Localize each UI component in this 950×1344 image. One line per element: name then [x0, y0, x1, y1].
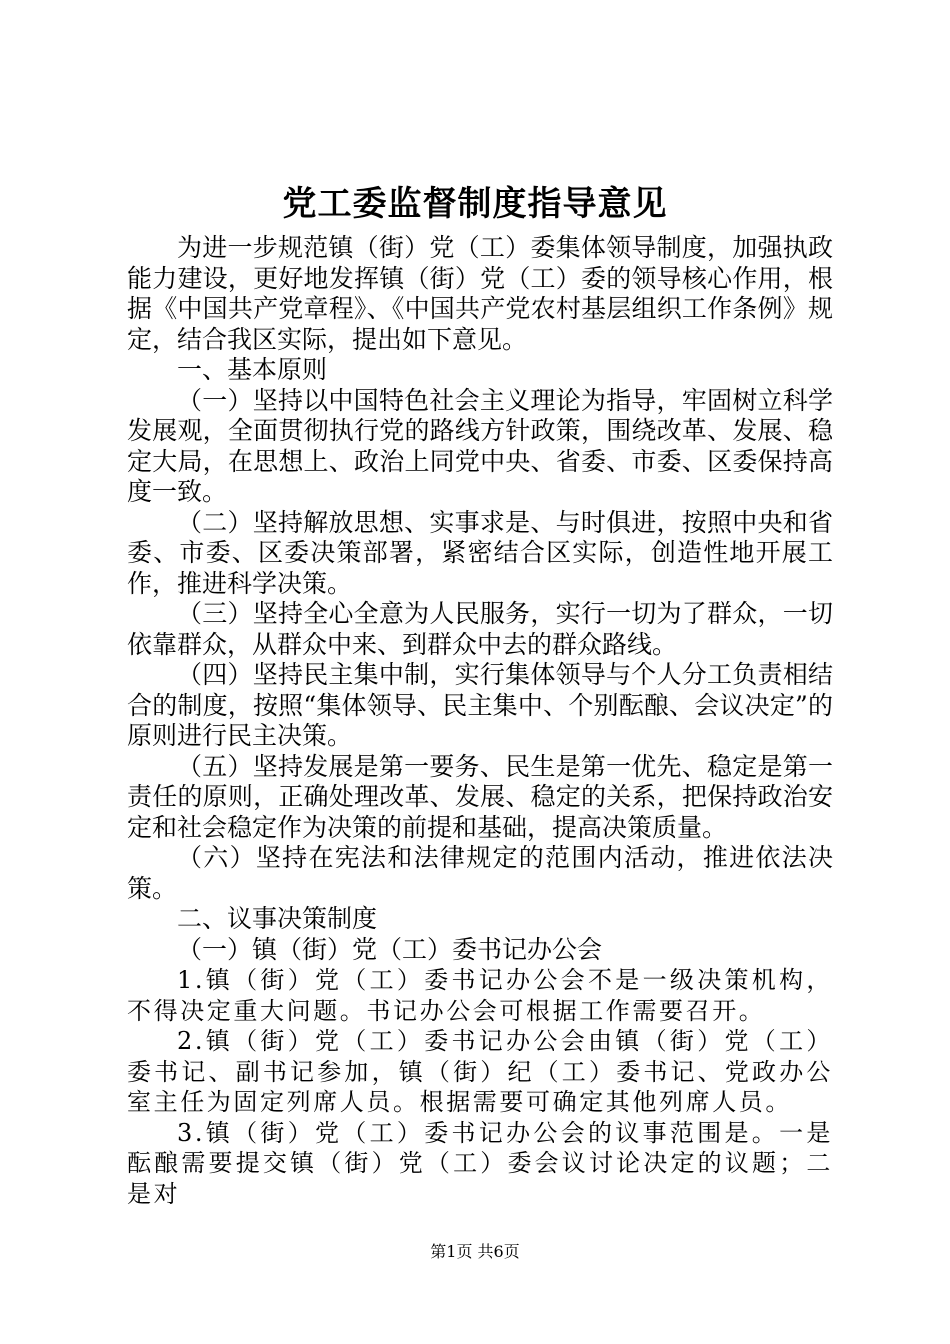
page-footer: 第1页 共6页 [430, 1242, 520, 1261]
paragraph-item-2: 2.镇（街）党（工）委书记办公会由镇（街）党（工）委书记、副书记参加，镇（街）纪（工）委书记、党政办公室主任为固定列席人员。根据需要可确定其他列席人员。 [127, 1027, 833, 1116]
document-title: 党工委监督制度指导意见 [282, 184, 668, 224]
paragraph-item-1: 1.镇（街）党（工）委书记办公会不是一级决策机构，不得决定重大问题。书记办公会可根据工作需要召开。 [127, 966, 833, 1025]
document-body [127, 233, 833, 1209]
paragraph-intro: 为进一步规范镇（街）党（工）委集体领导制度，加强执政能力建设，更好地发挥镇（街）党（工）委的领导核心作用，根据《中国共产党章程》、《中国共产党农村基层组织工作条例》规定，结合我区实际，提出如下意见。 [127, 233, 833, 354]
heading-basic-principles: 一、基本原则 [177, 355, 328, 384]
paragraph-principle-6: （六）坚持在宪法和法律规定的范围内活动，推进依法决策。 [127, 843, 833, 903]
paragraph-principle-4: （四）坚持民主集中制，实行集体领导与个人分工负责相结合的制度，按照“集体领导、民主集中、个别酝酿、会议决定”的原则进行民主决策。 [127, 660, 833, 750]
paragraph-item-3: 3.镇（街）党（工）委书记办公会的议事范围是。一是酝酿需要提交镇（街）党（工）委会议讨论决定的议题；二是对 [127, 1118, 833, 1208]
paragraph-principle-5: （五）坚持发展是第一要务、民生是第一优先、稳定是第一责任的原则，正确处理改革、发展、稳定的关系，把保持政治安定和社会稳定作为决策的前提和基础，提高决策质量。 [127, 751, 833, 842]
heading-decision-system: 二、议事决策制度 [177, 904, 378, 933]
heading-secretary-meeting: （一）镇（街）党（工）委书记办公会 [177, 934, 603, 964]
paragraph-principle-1: （一）坚持以中国特色社会主义理论为指导，牢固树立科学发展观，全面贯彻执行党的路线方针政策，围绕改革、发展、稳定大局，在思想上、政治上同党中央、省委、市委、区委保持高度一致。 [127, 385, 833, 506]
paragraph-principle-2: （二）坚持解放思想、实事求是、与时俱进，按照中央和省委、市委、区委决策部署，紧密结合区实际，创造性地开展工作，推进科学决策。 [127, 507, 833, 598]
paragraph-principle-3: （三）坚持全心全意为人民服务，实行一切为了群众，一切依靠群众，从群众中来、到群众中去的群众路线。 [127, 599, 833, 659]
